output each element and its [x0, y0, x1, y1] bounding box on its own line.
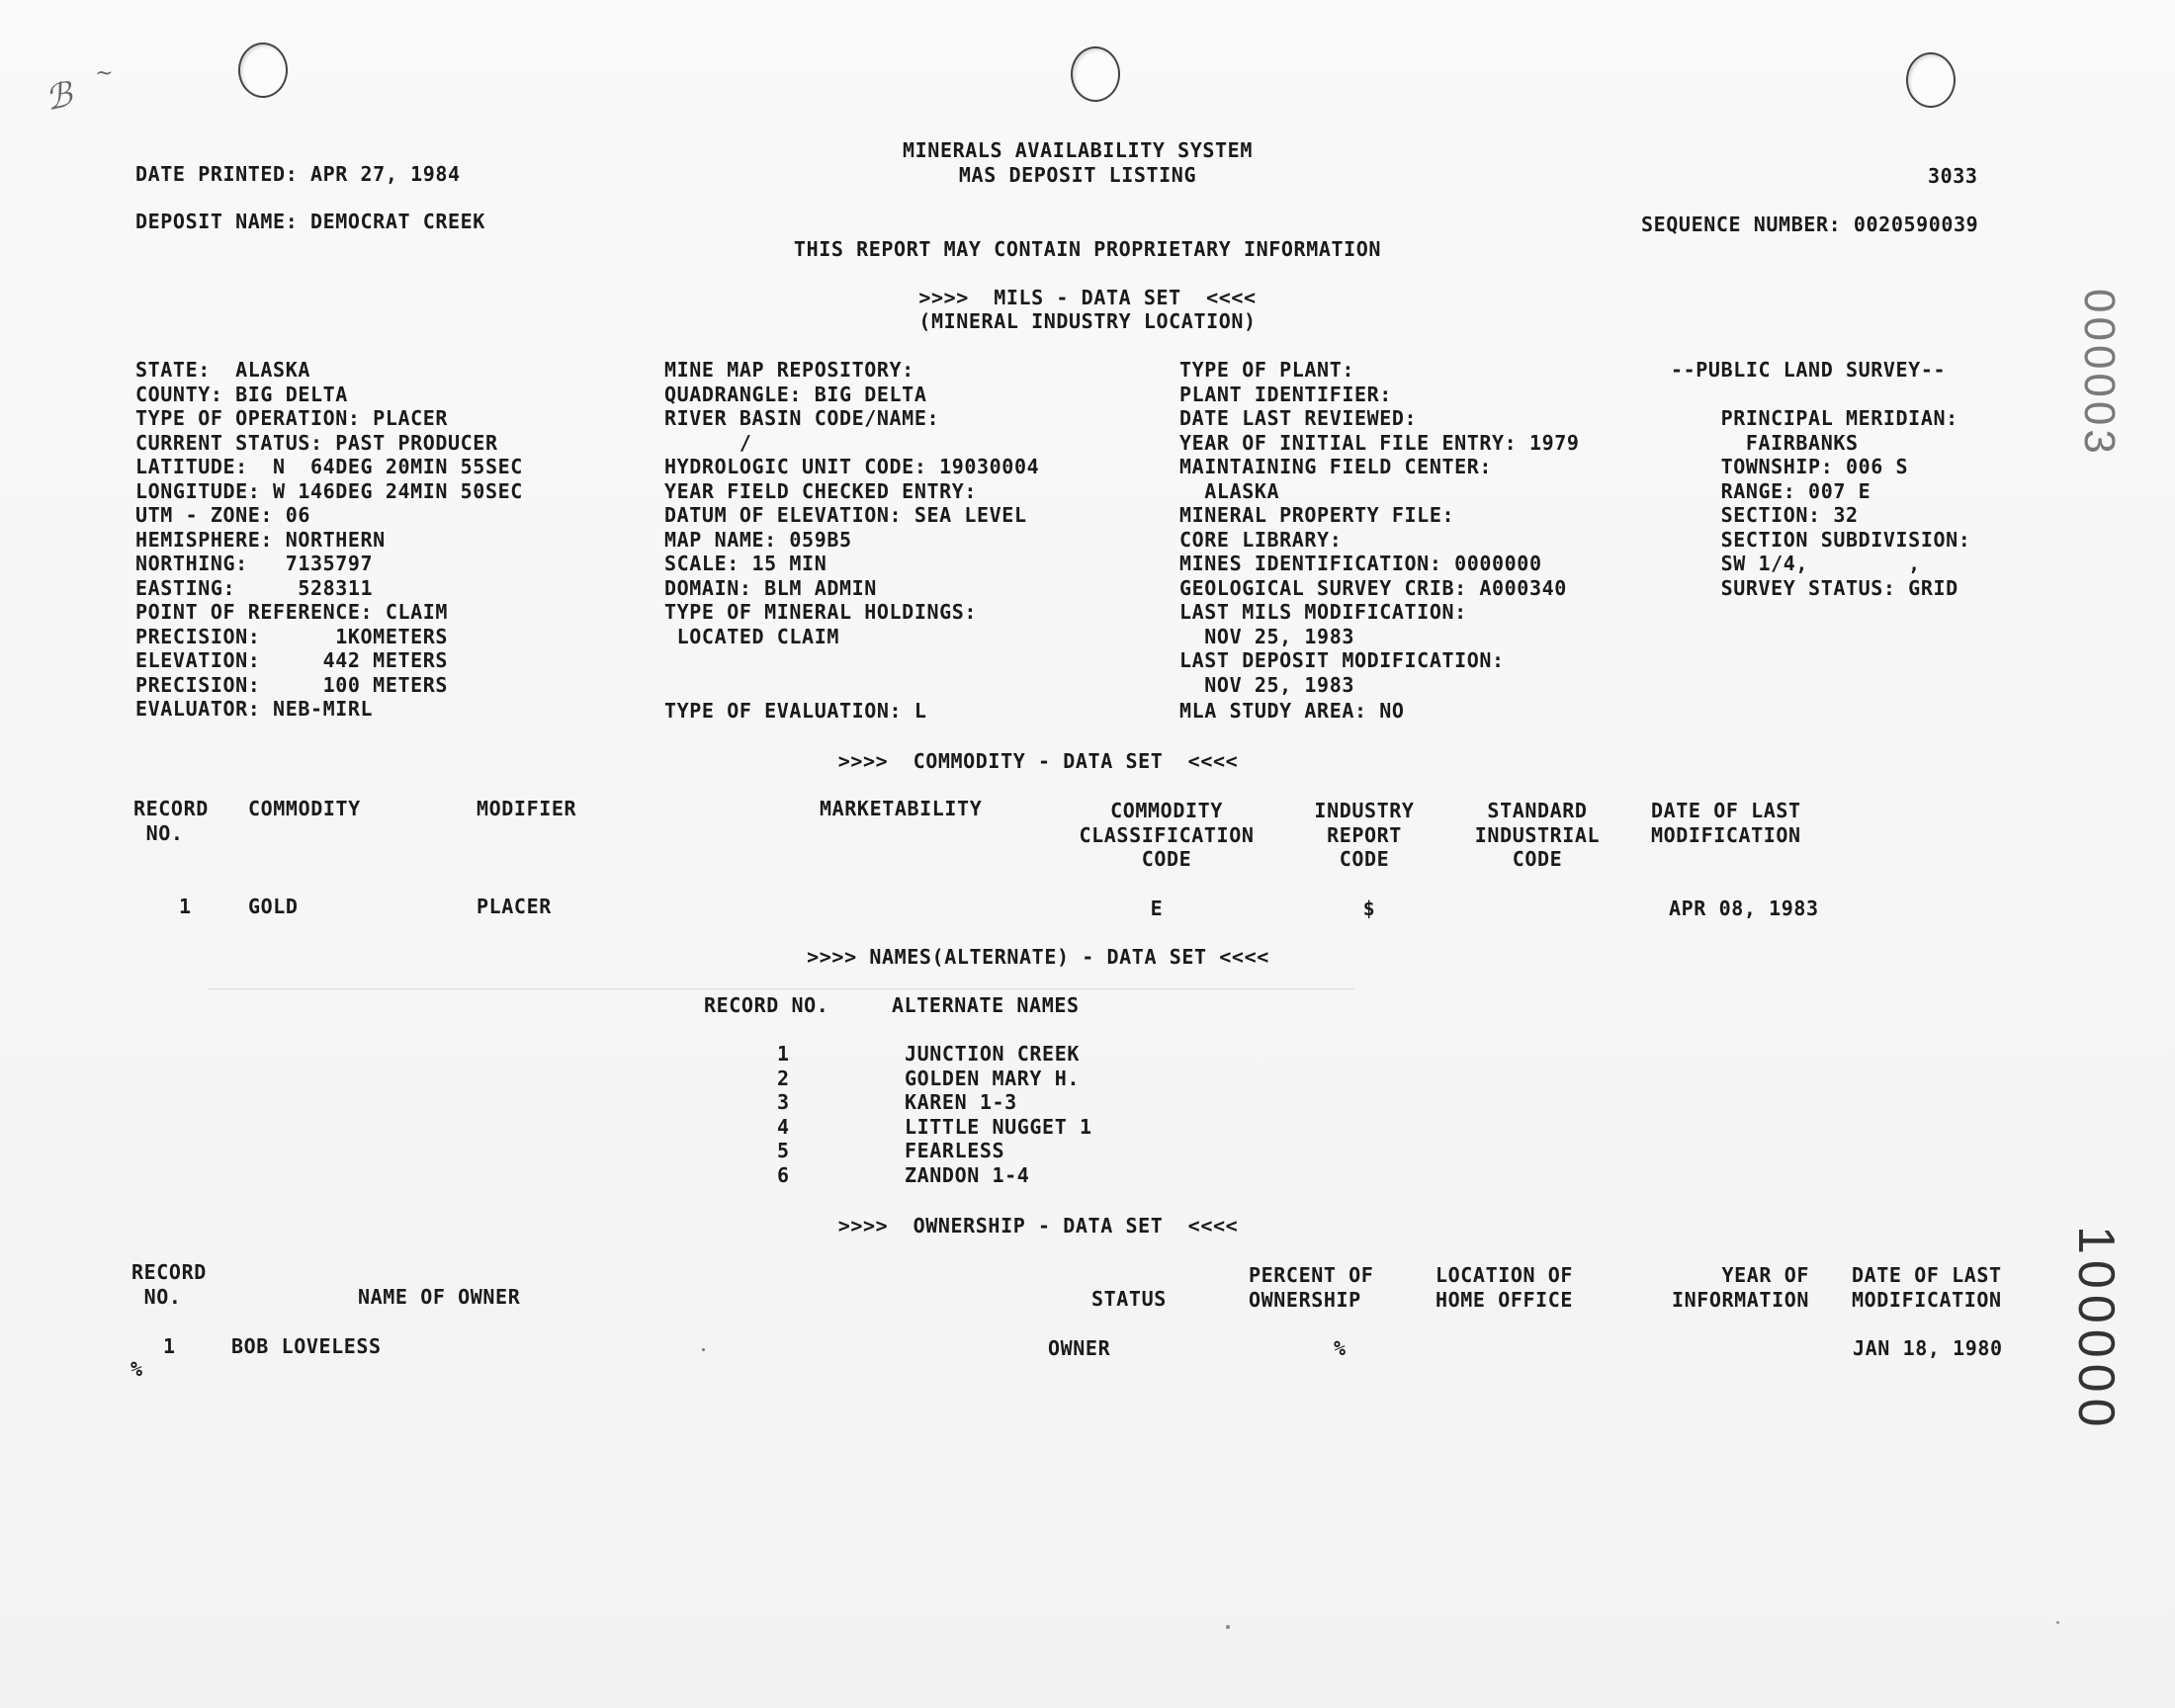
paper-speck: [2056, 1621, 2059, 1624]
ownership-header-name: NAME OF OWNER: [358, 1285, 521, 1309]
ownership-row-record: 1: [163, 1334, 176, 1358]
commodity-row-classification: E: [1150, 897, 1164, 920]
list-item-number: 1: [777, 1042, 790, 1066]
field-principal-meridian-value: FAIRBANKS: [1671, 430, 1859, 455]
field-state: STATE: ALASKA: [135, 358, 310, 382]
mils-location-column: [135, 358, 523, 722]
commodity-row-industry: $: [1362, 897, 1376, 920]
ownership-row-percent: %: [1334, 1336, 1347, 1360]
ownership-section-title: >>>> OWNERSHIP - DATA SET <<<<: [837, 1214, 1239, 1238]
list-item-number: 2: [777, 1066, 790, 1090]
commodity-header-standard: STANDARD INDUSTRIAL CODE: [1474, 799, 1601, 871]
field-northing: NORTHING: 7135797: [135, 552, 374, 575]
mils-map-column: [664, 358, 1039, 724]
field-river-basin: RIVER BASIN CODE/NAME:: [664, 406, 940, 430]
ownership-header-date: DATE OF LAST MODIFICATION: [1852, 1263, 2002, 1312]
field-last-deposit-modification-value: NOV 25, 1983: [1179, 672, 1354, 697]
field-utm-zone: UTM - ZONE: 06: [135, 503, 310, 527]
commodity-header-classification: COMMODITY CLASSIFICATION CODE: [1079, 799, 1255, 871]
ownership-row-trailing-marker: %: [130, 1357, 143, 1381]
margin-stamp-upper: 000003: [2075, 289, 2124, 458]
field-latitude: LATITUDE: N 64DEG 20MIN 55SEC: [135, 455, 523, 478]
blank-line: [1671, 383, 1970, 407]
field-section-subdivision: SECTION SUBDIVISION:: [1671, 527, 1971, 552]
commodity-header-industry: INDUSTRY REPORT CODE: [1314, 799, 1415, 871]
field-township: TOWNSHIP: 006 S: [1671, 455, 1909, 478]
mils-section-subtitle: (MINERAL INDUSTRY LOCATION): [918, 309, 1257, 333]
field-geological-survey-crib: GEOLOGICAL SURVEY CRIB: A000340: [1179, 575, 1567, 600]
commodity-row-modifier: PLACER: [477, 895, 552, 918]
public-land-survey-title: --PUBLIC LAND SURVEY--: [1671, 358, 1947, 382]
ownership-header-status: STATUS: [1091, 1287, 1167, 1311]
commodity-header-commodity: COMMODITY: [248, 797, 361, 820]
field-mine-map-repository: MINE MAP REPOSITORY:: [664, 358, 914, 382]
field-plant-identifier: PLANT IDENTIFIER:: [1179, 382, 1392, 406]
field-maintaining-center: MAINTAINING FIELD CENTER:: [1179, 455, 1493, 478]
field-last-mils-modification-value: NOV 25, 1983: [1179, 624, 1354, 648]
field-elevation: ELEVATION: 442 METERS: [135, 648, 449, 672]
alternate-names-numbers: [777, 1042, 790, 1187]
commodity-header-marketability: MARKETABILITY: [820, 797, 983, 820]
names-section-title: >>>> NAMES(ALTERNATE) - DATA SET <<<<: [807, 945, 1269, 969]
field-longitude: LONGITUDE: W 146DEG 24MIN 50SEC: [135, 478, 523, 503]
list-item-number: 4: [777, 1114, 790, 1139]
field-mineral-holdings: TYPE OF MINERAL HOLDINGS:: [664, 600, 978, 624]
field-precision-location: PRECISION: 1KOMETERS: [135, 624, 449, 648]
field-date-last-reviewed: DATE LAST REVIEWED:: [1179, 406, 1418, 430]
commodity-section-title: >>>> COMMODITY - DATA SET <<<<: [837, 749, 1239, 773]
commodity-header-date: DATE OF LAST MODIFICATION: [1651, 799, 1801, 847]
field-maintaining-center-value: ALASKA: [1179, 478, 1280, 503]
field-datum-elevation: DATUM OF ELEVATION: SEA LEVEL: [664, 503, 1027, 527]
field-survey-status: SURVEY STATUS: GRID: [1671, 575, 1958, 600]
ownership-header-year: YEAR OF INFORMATION: [1671, 1263, 1809, 1312]
field-section: SECTION: 32: [1671, 503, 1859, 527]
ownership-row-status: OWNER: [1048, 1336, 1111, 1360]
page-id: 3033: [1928, 164, 1978, 188]
pen-tick-icon: ~: [95, 61, 114, 86]
ownership-header-percent: PERCENT OF OWNERSHIP: [1249, 1263, 1374, 1312]
commodity-row-date: APR 08, 1983: [1669, 897, 1819, 920]
list-item-name: KAREN 1-3: [905, 1090, 1017, 1114]
field-core-library: CORE LIBRARY:: [1179, 527, 1343, 552]
commodity-header-modifier: MODIFIER: [477, 797, 577, 820]
names-header-record: RECORD NO.: [704, 993, 829, 1017]
field-initial-file-entry: YEAR OF INITIAL FILE ENTRY: 1979: [1179, 430, 1580, 455]
punch-hole-left: [238, 43, 288, 98]
names-header-names: ALTERNATE NAMES: [892, 993, 1080, 1017]
punch-hole-right: [1906, 52, 1956, 108]
field-principal-meridian: PRINCIPAL MERIDIAN:: [1671, 406, 1958, 430]
mils-section-title: >>>> MILS - DATA SET <<<<: [918, 286, 1257, 309]
field-quadrangle: QUADRANGLE: BIG DELTA: [664, 382, 927, 406]
blank-line: [664, 648, 1039, 673]
field-evaluation-type: TYPE OF EVALUATION: L: [664, 699, 927, 723]
field-mineral-holdings-value: LOCATED CLAIM: [664, 624, 839, 648]
field-mines-identification: MINES IDENTIFICATION: 0000000: [1179, 552, 1542, 575]
field-last-deposit-modification: LAST DEPOSIT MODIFICATION:: [1179, 648, 1505, 672]
commodity-row-record: 1: [179, 895, 192, 918]
list-item-name: JUNCTION CREEK: [905, 1042, 1080, 1066]
field-county: COUNTY: BIG DELTA: [135, 382, 348, 406]
listing-title: MAS DEPOSIT LISTING: [958, 163, 1197, 187]
divider: [208, 988, 1354, 989]
alternate-names-list: [905, 1042, 1092, 1187]
sequence-number: SEQUENCE NUMBER: 0020590039: [1641, 213, 1979, 236]
punch-hole-center: [1071, 46, 1120, 102]
deposit-name: DEPOSIT NAME: DEMOCRAT CREEK: [135, 210, 485, 233]
field-last-mils-modification: LAST MILS MODIFICATION:: [1179, 600, 1467, 624]
field-year-field-checked: YEAR FIELD CHECKED ENTRY:: [664, 478, 978, 503]
ownership-row-name: BOB LOVELESS: [231, 1334, 382, 1358]
list-item-number: 3: [777, 1090, 790, 1114]
ownership-header-location: LOCATION OF HOME OFFICE: [1436, 1263, 1574, 1312]
ownership-row-date: JAN 18, 1980: [1853, 1336, 2003, 1360]
handwritten-mark-icon: ℬ: [42, 74, 76, 120]
list-item-name: LITTLE NUGGET 1: [905, 1114, 1092, 1139]
list-item-number: 5: [777, 1139, 790, 1162]
blank-line: [664, 673, 1039, 698]
field-precision-elevation: PRECISION: 100 METERS: [135, 672, 449, 697]
paper-speck: [1226, 1625, 1230, 1629]
date-printed: DATE PRINTED: APR 27, 1984: [135, 162, 461, 186]
field-evaluator: EVALUATOR: NEB-MIRL: [135, 697, 374, 721]
field-hemisphere: HEMISPHERE: NORTHERN: [135, 527, 386, 552]
list-item-number: 6: [777, 1162, 790, 1187]
field-river-basin-value: /: [664, 430, 752, 455]
field-mineral-property-file: MINERAL PROPERTY FILE:: [1179, 503, 1455, 527]
field-point-of-reference: POINT OF REFERENCE: CLAIM: [135, 600, 449, 624]
public-land-survey-column: [1671, 358, 1970, 600]
field-range: RANGE: 007 E: [1671, 478, 1871, 503]
list-item-name: ZANDON 1-4: [905, 1162, 1030, 1187]
field-hydrologic-unit: HYDROLOGIC UNIT CODE: 19030004: [664, 455, 1040, 478]
system-title: MINERALS AVAILABILITY SYSTEM: [903, 138, 1253, 162]
field-plant-type: TYPE OF PLANT:: [1179, 358, 1354, 382]
field-current-status: CURRENT STATUS: PAST PRODUCER: [135, 430, 498, 455]
field-section-subdivision-value: SW 1/4, ,: [1671, 552, 1921, 575]
proprietary-notice: THIS REPORT MAY CONTAIN PROPRIETARY INFORMATION: [793, 237, 1382, 261]
field-domain: DOMAIN: BLM ADMIN: [664, 575, 877, 600]
field-map-name: MAP NAME: 059B5: [664, 527, 852, 552]
mils-plant-column: [1179, 358, 1580, 724]
field-easting: EASTING: 528311: [135, 575, 374, 600]
field-scale: SCALE: 15 MIN: [664, 552, 827, 575]
commodity-header-record: RECORD NO.: [133, 797, 209, 845]
list-item-name: GOLDEN MARY H.: [905, 1066, 1080, 1090]
margin-stamp-lower: 100000: [2067, 1226, 2125, 1433]
ownership-header-record: RECORD NO.: [131, 1260, 207, 1309]
field-operation-type: TYPE OF OPERATION: PLACER: [135, 406, 449, 430]
field-mla-study-area: MLA STUDY AREA: NO: [1179, 699, 1405, 723]
list-item-name: FEARLESS: [905, 1139, 1005, 1162]
paper-speck: [702, 1348, 705, 1351]
commodity-row-commodity: GOLD: [248, 895, 299, 918]
